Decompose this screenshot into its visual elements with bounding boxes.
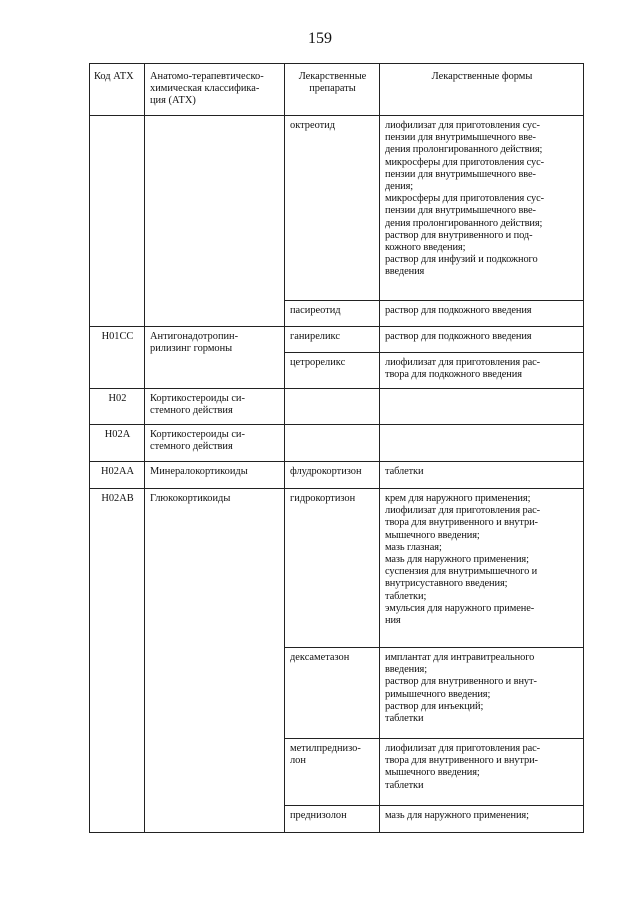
table-row <box>90 489 584 648</box>
atx-code-cell: H02 <box>90 389 145 425</box>
drug-cell: гидрокортизон <box>285 489 380 648</box>
drug-cell: октреотид <box>285 116 380 301</box>
form-cell: лиофилизат для приготовления рас- твора для подкожного введения <box>380 353 584 389</box>
atx-table <box>89 63 584 833</box>
drug-cell <box>285 425 380 462</box>
form-cell <box>380 425 584 462</box>
table-row <box>90 462 584 489</box>
table-row <box>90 116 584 301</box>
classification-cell: Кортикостероиды си- стемного действия <box>145 389 285 425</box>
table-row <box>90 327 584 353</box>
header-code: Код АТХ <box>90 64 145 116</box>
form-cell: имплантат для интравитреального введения; раствор для внутривенного и внут- римышечного введения; раствор для инъекций; таблетки <box>380 648 584 739</box>
atx-code-cell: H02A <box>90 425 145 462</box>
table-header-row <box>90 64 584 116</box>
classification-cell: Глюкокортикоиды <box>145 489 285 833</box>
header-drugs: Лекарственные препараты <box>285 64 380 116</box>
form-cell: крем для наружного применения; лиофилизат для приготовления рас- твора для внутривенного и внутри- мышечного введения; мазь глазная; мазь для наружного применения; суспензия для внутримышечного и внутрисуставного введения; таблетки; эмульсия для наружного примене- ния <box>380 489 584 648</box>
atx-code-cell: H02AB <box>90 489 145 833</box>
drug-cell: преднизолон <box>285 806 380 833</box>
form-cell: раствор для подкожного введения <box>380 327 584 353</box>
form-cell: таблетки <box>380 462 584 489</box>
drug-cell: метилпреднизо- лон <box>285 739 380 806</box>
atx-code-cell: H01CC <box>90 327 145 389</box>
drug-cell: пасиреотид <box>285 301 380 327</box>
drug-cell: ганиреликс <box>285 327 380 353</box>
atx-code-cell <box>90 116 145 327</box>
form-cell: раствор для подкожного введения <box>380 301 584 327</box>
drug-cell: цетрореликс <box>285 353 380 389</box>
drug-cell <box>285 389 380 425</box>
classification-cell: Кортикостероиды си- стемного действия <box>145 425 285 462</box>
classification-cell <box>145 116 285 327</box>
table-row <box>90 389 584 425</box>
table-row <box>90 425 584 462</box>
classification-cell: Антигонадотропин- рилизинг гормоны <box>145 327 285 389</box>
atx-code-cell: H02AA <box>90 462 145 489</box>
form-cell <box>380 389 584 425</box>
page-number: 159 <box>308 30 332 47</box>
form-cell: лиофилизат для приготовления рас- твора для внутривенного и внутри- мышечного введения; таблетки <box>380 739 584 806</box>
header-forms: Лекарственные формы <box>380 64 584 116</box>
classification-cell: Минералокортикоиды <box>145 462 285 489</box>
header-classification: Анатомо-терапевтическо- химическая классифика- ция (АТХ) <box>145 64 285 116</box>
form-cell: мазь для наружного применения; <box>380 806 584 833</box>
drug-cell: флудрокортизон <box>285 462 380 489</box>
form-cell: лиофилизат для приготовления сус- пензии для внутримышечного вве- дения пролонгированного действия; микросферы для приготовления сус- пензии для внутримышечного вве- дения; микросферы для приготовления сус- пензии для внутримышечного вве- дения пролонгированного действия; раствор для внутривенного и под- кожного введения; раствор для инфузий и подкожного введения <box>380 116 584 301</box>
drug-cell: дексаметазон <box>285 648 380 739</box>
